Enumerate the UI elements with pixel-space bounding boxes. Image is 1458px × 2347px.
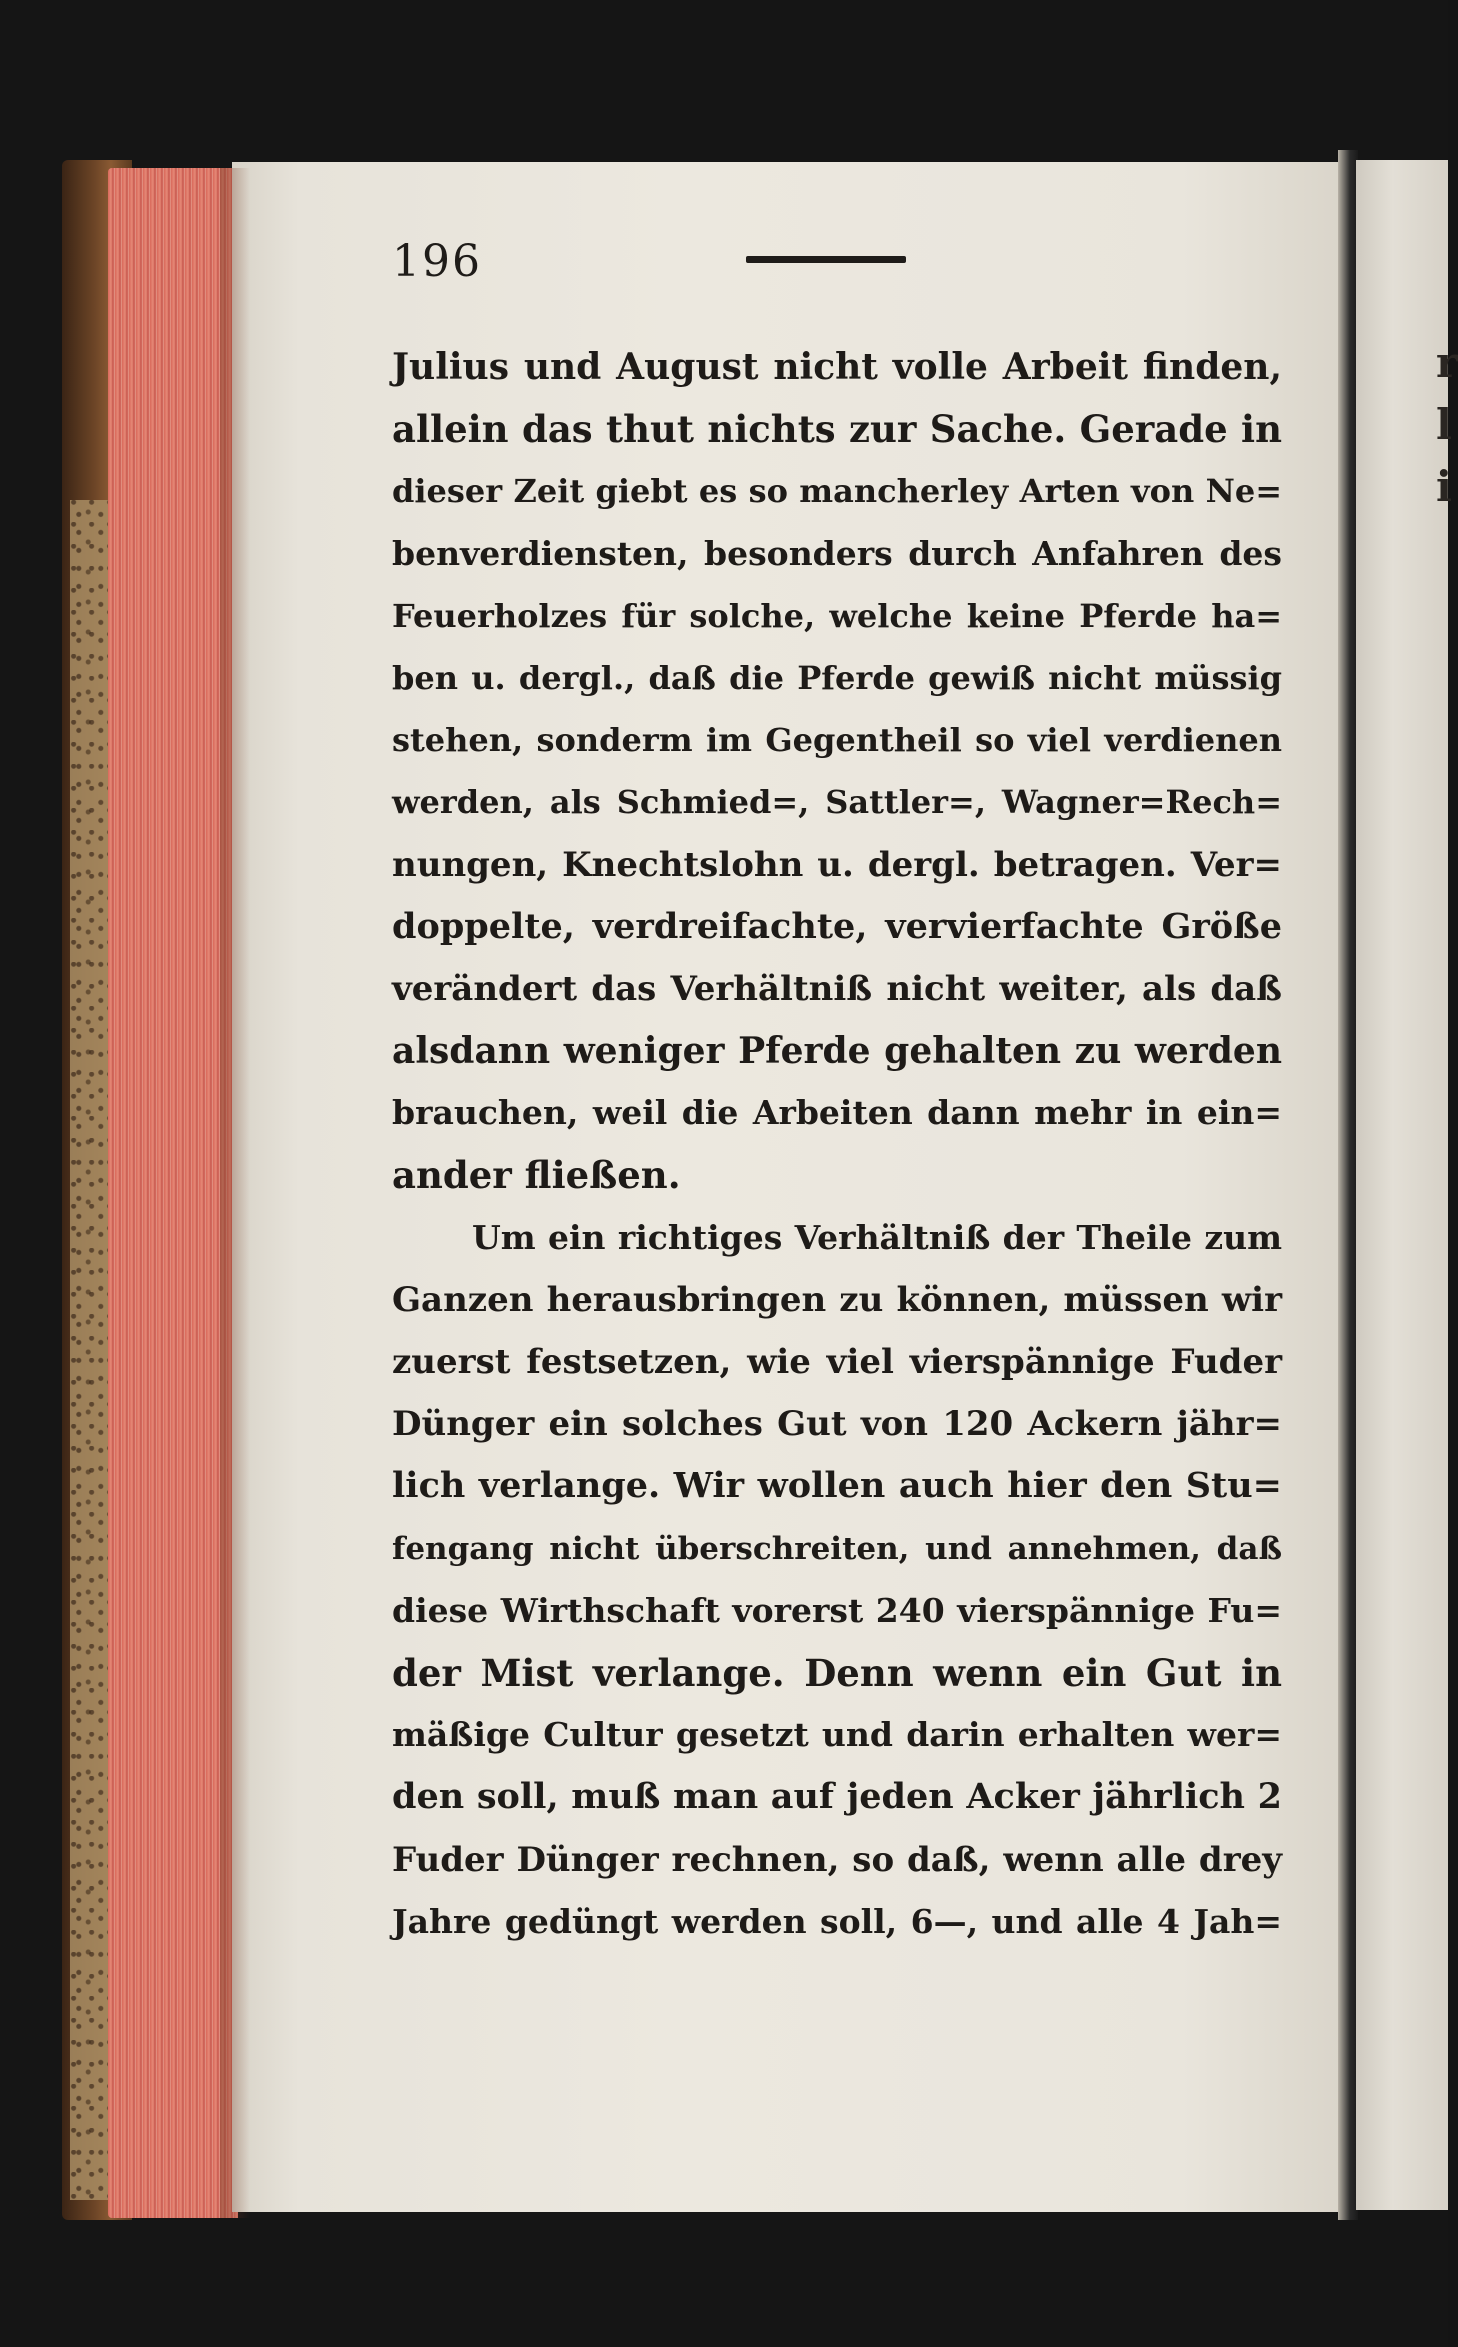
text-line: fengang nicht überschreiten, und annehmen, daß: [392, 1530, 1282, 1567]
text-line: alsdann weniger Pferde gehalten zu werden: [392, 1030, 1282, 1073]
text-line: Julius und August nicht volle Arbeit finden,: [392, 346, 1282, 388]
text-line: diese Wirthschaft vorerst 240 vierspännige Fu=: [392, 1590, 1282, 1630]
facing-page: [1356, 160, 1448, 2210]
text-line: Ganzen herausbringen zu können, müssen wir: [392, 1279, 1282, 1320]
text-line: doppelte, verdreifachte, vervierfachte Größe: [392, 905, 1282, 947]
header-rule: [746, 256, 906, 263]
facing-page-fragment: l: [1436, 400, 1452, 449]
text-line: den soll, muß man auf jeden Acker jährlich 2: [392, 1776, 1282, 1818]
text-line-paragraph-start: Um ein richtiges Verhältniß der Theile zum: [472, 1217, 1282, 1257]
page-edge-shadow: [220, 168, 250, 2218]
text-line: brauchen, weil die Arbeiten dann mehr in ein=: [392, 1093, 1282, 1133]
text-line: zuerst festsetzen, wie viel vierspännige Fuder: [392, 1342, 1282, 1382]
text-line-paragraph-end: ander fließen.: [392, 1153, 681, 1198]
text-line: benverdiensten, besonders durch Anfahren des: [392, 533, 1282, 573]
facing-page-fragment: i: [1436, 462, 1452, 511]
text-line: dieser Zeit giebt es so mancherley Arten von Ne=: [392, 472, 1282, 511]
text-line: Dünger ein solches Gut von 120 Ackern jähr=: [392, 1404, 1282, 1445]
text-line: allein das thut nichts zur Sache. Gerade in: [392, 407, 1282, 452]
text-line: stehen, sonderm im Gegentheil so viel verdienen: [392, 721, 1282, 760]
text-line: lich verlange. Wir wollen auch hier den Stu=: [392, 1465, 1282, 1507]
text-line: Jahre gedüngt werden soll, 6—, und alle 4 Jah=: [392, 1901, 1282, 1941]
text-line: Fuder Dünger rechnen, so daß, wenn alle drey: [392, 1839, 1282, 1880]
text-line: werden, als Schmied=, Sattler=, Wagner=Rech=: [392, 783, 1282, 822]
page-block-edge: [108, 168, 238, 2218]
facing-page-fragment: r: [1436, 338, 1458, 387]
page-number: 196: [392, 236, 482, 287]
text-line: verändert das Verhältniß nicht weiter, als daß: [392, 968, 1282, 1009]
text-line: nungen, Knechtslohn u. dergl. betragen. Ver=: [392, 844, 1282, 885]
text-line: ben u. dergl., daß die Pferde gewiß nicht müssig: [392, 658, 1282, 697]
text-line: der Mist verlange. Denn wenn ein Gut in: [392, 1650, 1282, 1695]
text-line: Feuerholzes für solche, welche keine Pferde ha=: [392, 596, 1282, 635]
text-line: mäßige Cultur gesetzt und darin erhalten wer=: [392, 1715, 1282, 1755]
book-gutter: [1338, 150, 1358, 2220]
page-body-text: [392, 336, 1282, 1953]
